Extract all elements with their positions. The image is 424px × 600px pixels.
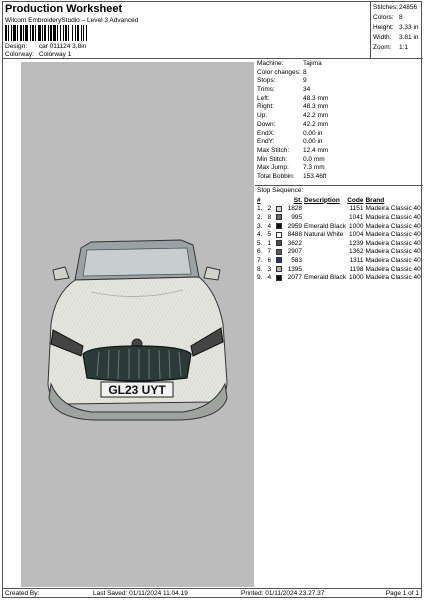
detail-row [255, 60, 423, 69]
stop-sequence-title: Stop Sequence: [257, 187, 304, 194]
detail-label: Down: [257, 120, 276, 128]
color-number: 3 [267, 265, 272, 273]
thread-brand: Madeira Classic 40 [365, 222, 421, 230]
detail-value: 34 [303, 86, 311, 94]
detail-row [255, 103, 423, 112]
color-swatch [276, 214, 285, 220]
detail-row [255, 138, 423, 147]
detail-row [255, 164, 423, 173]
barcode [5, 25, 132, 41]
detail-label: Left: [257, 94, 270, 102]
license-plate-text: GL23 UYT [108, 383, 166, 397]
stop-sequence-table [255, 196, 423, 282]
stitch-count: 1828 [287, 205, 303, 213]
thread-code: 1000 [349, 222, 364, 230]
colorway-value: Colorway 1 [38, 51, 72, 58]
table-row [255, 222, 423, 231]
thread-description: Emerald Black [304, 274, 346, 282]
color-number: 6 [267, 256, 272, 264]
thread-brand: Madeira Classic 40 [365, 213, 421, 221]
col-header-st: St. [293, 196, 303, 204]
thread-code: 1198 [349, 265, 364, 273]
col-header-number: # [257, 196, 261, 204]
color-number: 2 [267, 205, 272, 213]
stitch-count: 995 [291, 213, 303, 221]
table-row [255, 273, 423, 282]
stitch-count: 2907 [287, 248, 303, 256]
detail-label: EndY: [257, 138, 275, 146]
table-row [255, 230, 423, 239]
color-number: 1 [267, 239, 272, 247]
detail-value: 7.3 mm [303, 164, 325, 172]
page-number: Page 1 of 1 [385, 590, 419, 597]
detail-value: 8 [303, 68, 307, 76]
stitch-count: 3622 [287, 239, 303, 247]
created-by: Created By: [5, 590, 40, 597]
footer [3, 588, 421, 597]
stat-row: Colors: 8 [373, 14, 403, 21]
software-subtitle: Wilcom EmbroideryStudio – Level 3 Advanced [5, 17, 139, 24]
stop-number: 8. [257, 265, 263, 273]
stop-number: 9. [257, 274, 263, 282]
detail-value: 9 [303, 77, 307, 85]
thread-code: 1151 [349, 205, 364, 213]
detail-row [255, 156, 423, 165]
table-row [255, 248, 423, 257]
color-swatch [276, 223, 285, 229]
stop-number: 4. [257, 231, 263, 239]
colorway-row [5, 51, 71, 58]
stitch-count: 1395 [287, 265, 303, 273]
detail-value: 48.3 mm [303, 94, 329, 102]
stop-number: 2. [257, 213, 263, 221]
stat-row: Stitches: 24856 [373, 4, 418, 11]
color-swatch [276, 249, 285, 255]
detail-label: Machine: [257, 60, 284, 67]
table-header-row [255, 196, 423, 205]
color-number: 4 [267, 274, 272, 282]
thread-code: 1239 [349, 239, 364, 247]
design-value: car 011124 3,8in [38, 43, 87, 50]
thread-code: 1041 [349, 213, 364, 221]
design-row [5, 43, 86, 50]
stop-sequence [255, 185, 423, 282]
stat-row: Height: 3.33 in [373, 24, 419, 31]
stop-number: 1. [257, 205, 263, 213]
last-saved: Last Saved: 01/11/2024 11.04.19 [93, 590, 188, 597]
detail-value: 0.00 in [303, 129, 323, 137]
worksheet-header [3, 2, 371, 59]
color-swatch [276, 206, 285, 212]
color-swatch [276, 232, 285, 238]
detail-value: 153.46ft [303, 172, 327, 180]
detail-label: Total Bobbin: [257, 172, 295, 180]
color-number: 5 [267, 231, 272, 239]
detail-label: Min Stitch: [257, 155, 288, 163]
printed-date: Printed: 01/11/2024 23.27.37 [241, 590, 325, 597]
table-row [255, 256, 423, 265]
thread-description: Emerald Black [304, 222, 346, 230]
table-row [255, 213, 423, 222]
detail-label: Color changes: [257, 68, 301, 76]
colorway-label: Colorway: [5, 51, 34, 58]
stitch-count: 583 [291, 256, 303, 264]
thread-brand: Madeira Classic 40 [365, 231, 421, 239]
machine-details [255, 60, 423, 182]
color-number: 4 [267, 222, 272, 230]
color-number: 8 [267, 213, 272, 221]
color-swatch [276, 257, 285, 263]
color-number: 7 [267, 248, 272, 256]
stop-number: 7. [257, 256, 263, 264]
detail-value: 48.3 mm [303, 103, 329, 111]
color-swatch [276, 266, 285, 272]
stat-row: Zoom: 1:1 [373, 44, 409, 51]
thread-brand: Madeira Classic 40 [365, 274, 421, 282]
detail-row [255, 121, 423, 130]
detail-row [255, 173, 423, 182]
detail-label: Max Jump: [257, 164, 289, 172]
stop-number: 3. [257, 222, 263, 230]
table-row [255, 205, 423, 214]
stitch-count: 2959 [287, 222, 303, 230]
page-title: Production Worksheet [5, 3, 123, 15]
thread-brand: Madeira Classic 40 [365, 248, 421, 256]
worksheet [2, 1, 422, 598]
detail-label: Max Stitch: [257, 146, 290, 154]
design-label: Design: [5, 43, 28, 50]
detail-label: EndX: [257, 129, 275, 137]
detail-label: Right: [257, 103, 274, 111]
stop-number: 6. [257, 248, 263, 256]
detail-row [255, 77, 423, 86]
detail-label: Up: [257, 112, 268, 120]
thread-brand: Madeira Classic 40 [365, 256, 421, 264]
detail-row [255, 86, 423, 95]
detail-label: Stops: [257, 77, 276, 85]
thread-brand: Madeira Classic 40 [365, 265, 421, 273]
thread-code: 1362 [349, 248, 364, 256]
table-row [255, 239, 423, 248]
detail-value: 42.2 mm [303, 112, 329, 120]
color-swatch [276, 275, 285, 281]
thread-brand: Madeira Classic 40 [365, 205, 421, 213]
stats-panel [371, 2, 423, 59]
detail-row [255, 112, 423, 121]
thread-description: Natural White [304, 231, 344, 239]
detail-value: Tajima [303, 60, 322, 67]
color-swatch [276, 240, 285, 246]
thread-code: 1004 [349, 231, 364, 239]
detail-row [255, 130, 423, 139]
car-embroidery-image [21, 62, 254, 587]
design-preview [21, 62, 254, 587]
detail-value: 0.00 in [303, 138, 323, 146]
col-header-code: Code [347, 196, 364, 204]
stop-number: 5. [257, 239, 263, 247]
detail-value: 42.2 mm [303, 120, 329, 128]
detail-row [255, 147, 423, 156]
thread-brand: Madeira Classic 40 [365, 239, 421, 247]
col-header-brand: Brand [365, 196, 385, 204]
stitch-count: 2077 [287, 274, 303, 282]
detail-row [255, 69, 423, 78]
detail-label: Trims: [257, 86, 275, 94]
col-header-description: Description [304, 196, 340, 204]
detail-row [255, 95, 423, 104]
detail-value: 0.0 mm [303, 155, 325, 163]
table-row [255, 265, 423, 274]
thread-code: 1000 [349, 274, 364, 282]
detail-value: 12.4 mm [303, 146, 329, 154]
thread-code: 1311 [349, 256, 364, 264]
stitch-count: 8488 [287, 231, 303, 239]
stat-row: Width: 3.81 in [373, 34, 419, 41]
